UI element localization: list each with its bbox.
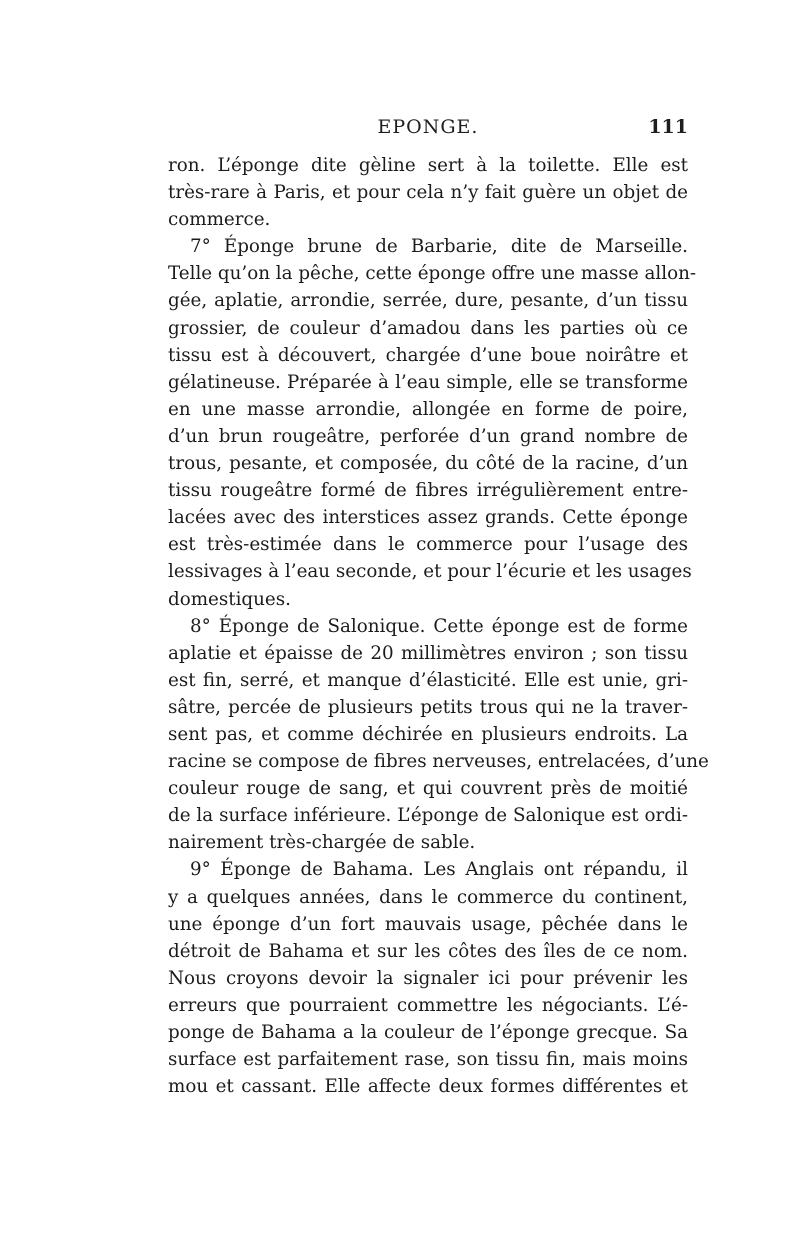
text-line: 9° Éponge de Bahama. Les Anglais ont répandu, il	[190, 859, 688, 881]
text-line: Telle qu’on la pêche, cette éponge offre une masse allon-	[168, 263, 697, 285]
text-line: d’un brun rougeâtre, perforée d’un grand nombre de	[168, 425, 688, 447]
text-line: aplatie et épaisse de 20 millimètres environ ; son tissu	[168, 642, 688, 664]
text-line: domestiques.	[168, 588, 291, 610]
page-header	[168, 116, 688, 146]
text-line: y a quelques années, dans le commerce du continent,	[168, 886, 688, 908]
text-line: lessivages à l’eau seconde, et pour l’écurie et les usages	[168, 561, 692, 583]
text-line: gélatineuse. Préparée à l’eau simple, elle se transforme	[168, 371, 688, 393]
text-line: mou et cassant. Elle affecte deux formes différentes et	[168, 1076, 688, 1098]
text-line: trous, pesante, et composée, du côté de la racine, d’un	[168, 453, 688, 475]
text-line: commerce.	[168, 209, 271, 231]
text-line: racine se compose de fibres nerveuses, entrelacées, d’une	[168, 751, 709, 773]
text-line: couleur rouge de sang, et qui couvrent près de moitié	[168, 778, 688, 800]
text-line: lacées avec des interstices assez grands. Cette éponge	[168, 507, 688, 529]
body-text	[168, 152, 709, 1100]
text-line: est très-estimée dans le commerce pour l’usage des	[168, 534, 688, 556]
text-line: Nous croyons devoir la signaler ici pour prévenir les	[168, 967, 688, 989]
text-line: sent pas, et comme déchirée en plusieurs endroits. La	[168, 723, 688, 745]
text-line: ron. L’éponge dite gèline sert à la toilette. Elle est	[168, 155, 688, 176]
text-line: tissu est à découvert, chargée d’une boue noirâtre et	[168, 344, 688, 366]
text-line: nairement très-chargée de sable.	[168, 832, 476, 854]
text-line: sâtre, percée de plusieurs petits trous qui ne la traver-	[168, 696, 688, 718]
text-line: tissu rougeâtre formé de fibres irrégulièrement entre-	[168, 480, 688, 502]
text-line: 8° Éponge de Salonique. Cette éponge est de forme	[190, 615, 688, 637]
text-line: une éponge d’un fort mauvais usage, pêchée dans le	[168, 913, 688, 935]
page-number: 111	[648, 116, 688, 138]
text-line: est fin, serré, et manque d’élasticité. Elle est unie, gri-	[168, 669, 688, 691]
text-line: très-rare à Paris, et pour cela n’y fait guère un objet de	[168, 182, 688, 204]
text-line: gée, aplatie, arrondie, serrée, dure, pesante, d’un tissu	[168, 290, 688, 312]
text-line: détroit de Bahama et sur les côtes des îles de ce nom.	[168, 940, 688, 962]
text-line: en une masse arrondie, allongée en forme de poire,	[168, 398, 688, 420]
text-line: de la surface inférieure. L’éponge de Salonique est ordi-	[168, 805, 688, 827]
text-line: surface est parfaitement rase, son tissu fin, mais moins	[168, 1049, 688, 1071]
text-line: grossier, de couleur d’amadou dans les parties où ce	[168, 317, 688, 339]
text-line: erreurs que pourraient commettre les négociants. L’é-	[168, 994, 688, 1016]
text-line: ponge de Bahama a la couleur de l’éponge grecque. Sa	[168, 1022, 688, 1043]
running-title: EPONGE.	[377, 116, 479, 138]
text-line: 7° Éponge brune de Barbarie, dite de Marseille.	[190, 236, 688, 258]
